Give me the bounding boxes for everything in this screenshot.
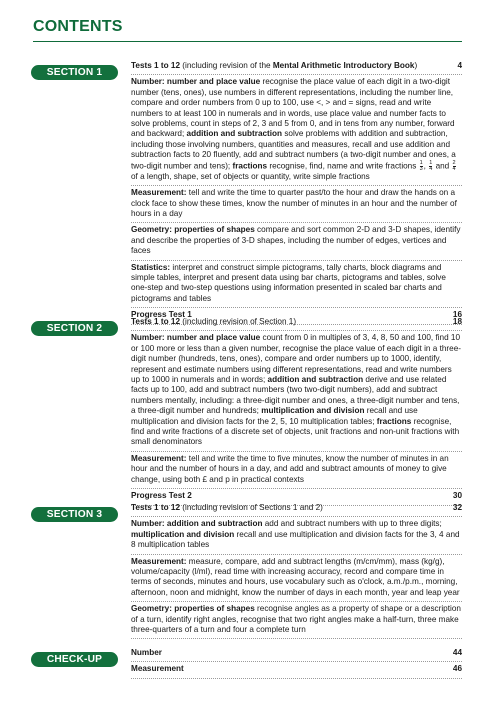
section-1-statistics-row [131, 261, 462, 309]
topic-lead: Geometry: properties of shapes [131, 604, 255, 614]
check-up-label: Measurement [131, 664, 184, 674]
section-1-book-title: Mental Arithmetic Introductory Book [272, 61, 415, 70]
check-up-block [131, 646, 462, 679]
section-1-tests-note-end: ) [414, 61, 418, 70]
topic-text: recognise, find, name and write fractions [267, 161, 419, 171]
topic-lead: fractions [376, 416, 412, 426]
section-3-geometry-row [131, 602, 462, 639]
section-1-geometry-row [131, 223, 462, 260]
fraction [429, 161, 432, 172]
topic-text: recognise angles as a property of shape or a description of a turn, identify right angles, recognise that two right angles make a half-turn, three make three-quarters of a turn and four a complete turn [131, 604, 461, 635]
fraction-numerator: 2 [452, 159, 456, 166]
section-2-tests-note: (including revision of Section 1) [180, 317, 297, 326]
fraction [420, 161, 423, 172]
topic-text: , [423, 161, 429, 171]
check-up-tests-badge[interactable]: CHECK-UP TESTS [31, 652, 118, 667]
page-title: CONTENTS [33, 18, 123, 35]
topic-lead: fractions [232, 161, 268, 171]
topic-lead: addition and subtraction [267, 375, 364, 385]
topic-text: interpret and construct simple pictograms, tally charts, block diagrams and simple tables, interpret and present data using bar charts, pictograms and tables, solve one-step and two-step questions using information presented in scaled bar charts and pictograms and tables [131, 262, 446, 303]
section-1-tests-note: (including revision of the [180, 61, 273, 70]
topic-text: derive and use related facts up to 100, add and subtract numbers (two two-digit numbers), add and subtract numbers mentally, including: a three-digit number and ones, a three-digit number and tens, a three-digit number and hundreds; [131, 375, 460, 416]
section-3-page: 32 [452, 503, 462, 512]
topic-text: of a length, shape, set of objects or quantity, write simple fractions [131, 171, 370, 181]
topic-text: add and subtract numbers with up to three digits; [262, 519, 442, 529]
section-2-number-row [131, 331, 462, 451]
fraction-denominator: 4 [429, 165, 433, 172]
check-up-page: 46 [452, 664, 462, 674]
fraction-numerator: 1 [429, 159, 433, 166]
section-3-number-row [131, 517, 462, 554]
section-1-number-row [131, 75, 462, 186]
topic-text: recall and use multiplication and division facts for the 2, 5, 10 multiplication tables; [131, 406, 418, 426]
topic-lead: Measurement: [131, 453, 187, 463]
section-3-tests-note: (including revision of Sections 1 and 2) [180, 503, 323, 512]
check-up-label: Number [131, 648, 162, 657]
topic-text: tell and write the time to quarter past/to the hour and draw the hands on a clock face to show these times, know the number of minutes in an hour and the number of hours in a day [131, 188, 457, 218]
section-1-page: 4 [457, 61, 462, 70]
progress-test-page: 30 [452, 491, 462, 501]
topic-text: recognise the place value of each digit in a two-digit number (tens, ones), use numbers in different representations, including the number line, compare and order numbers from 0 up to 100, use <, > and = signs, read and write numbers to at least 100 in numerals and in words, use place value and number facts to solve problems, count in steps of 2, 3 and 5 from 0, and in tens from any number, forward and backward; [131, 77, 455, 139]
section-2-badge[interactable]: SECTION 2 [31, 321, 118, 336]
fraction-numerator: 1 [419, 159, 423, 166]
section-1-block [131, 59, 462, 325]
section-3-measurement-row [131, 555, 462, 603]
section-1-header-row[interactable] [131, 59, 462, 75]
fraction-denominator: 4 [452, 165, 456, 172]
topic-lead: Measurement: [131, 556, 187, 566]
fraction [453, 161, 456, 172]
check-up-page: 44 [452, 648, 462, 657]
section-3-block [131, 501, 462, 639]
topic-text: count from 0 in multiples of 3, 4, 8, 50 and 100, find 10 or 100 more or less than a given number, recognise the place value of each digit in a three-digit number (hundreds, tens, ones), compare and order numbers up to 1000, identify, represent and estimate numbers using different representations, read and write numbers up to 1000 in numerals and in words; [131, 333, 461, 385]
topic-lead: Geometry: properties of shapes [131, 225, 255, 235]
section-1-measurement-row [131, 186, 462, 223]
topic-lead: Number: number and place value [131, 333, 261, 343]
progress-test-page: 16 [452, 310, 462, 320]
section-2-measurement-row [131, 452, 462, 489]
progress-test-label: Progress Test 1 [131, 310, 192, 320]
topic-text: solve problems with addition and subtraction, including those involving numbers, quantities and measures, recall and use addition and subtraction facts to 20 fluently, add and subtract numbers (a two-digit number and ones, a two-digit number and tens); [131, 129, 456, 171]
topic-lead: Number: addition and subtraction [131, 519, 263, 529]
section-3-header-row[interactable] [131, 501, 462, 517]
title-rule [33, 41, 462, 42]
section-1-badge[interactable]: SECTION 1 [31, 65, 118, 80]
section-3-badge[interactable]: SECTION 3 [31, 507, 118, 522]
topic-lead: addition and subtraction [186, 129, 283, 139]
section-2-header-row[interactable] [131, 315, 462, 331]
topic-lead: Statistics: [131, 262, 171, 272]
progress-test-label: Progress Test 2 [131, 491, 192, 501]
topic-lead: Measurement: [131, 188, 187, 198]
topic-text: recognise, find and write fractions of a discrete set of objects, unit fractions and non-unit fractions with small denominators [131, 416, 460, 447]
topic-text: tell and write the time to five minutes, know the number of minutes in an hour and the number of hours in a day, and add and subtract amounts of money to give change, using both £ and p in practical contexts [131, 453, 449, 484]
topic-text: measure, compare, add and subtract lengths (m/cm/mm), mass (kg/g), volume/capacity (l/ml), read time with increasing accuracy, record and compare time in terms of seconds, minutes and hours, use vocabulary such as o'clock, a.m./p.m., morning, afternoon, noon and midnight, know the number of days in each month, year and leap year [131, 556, 460, 597]
topic-text: and [433, 161, 452, 171]
topic-text: recall and use multiplication and division facts for the 3, 4 and 8 multiplication tables [131, 529, 460, 550]
topic-lead: multiplication and division [131, 529, 235, 539]
section-2-block [131, 315, 462, 506]
check-up-number-row[interactable] [131, 646, 462, 662]
section-1-tests-label: Tests 1 to 12 [131, 61, 180, 70]
topic-lead: Number: number and place value [131, 77, 261, 87]
topic-lead: multiplication and division [261, 406, 365, 416]
check-up-measurement-row[interactable] [131, 662, 462, 678]
section-3-tests-label: Tests 1 to 12 [131, 503, 180, 512]
section-2-page: 18 [452, 317, 462, 326]
topic-text: compare and sort common 2-D and 3-D shapes, identify and describe the properties of 3-D shapes, including the number of edges, vertices and faces [131, 225, 461, 256]
fraction-denominator: 3 [419, 165, 423, 172]
section-2-tests-label: Tests 1 to 12 [131, 317, 180, 326]
